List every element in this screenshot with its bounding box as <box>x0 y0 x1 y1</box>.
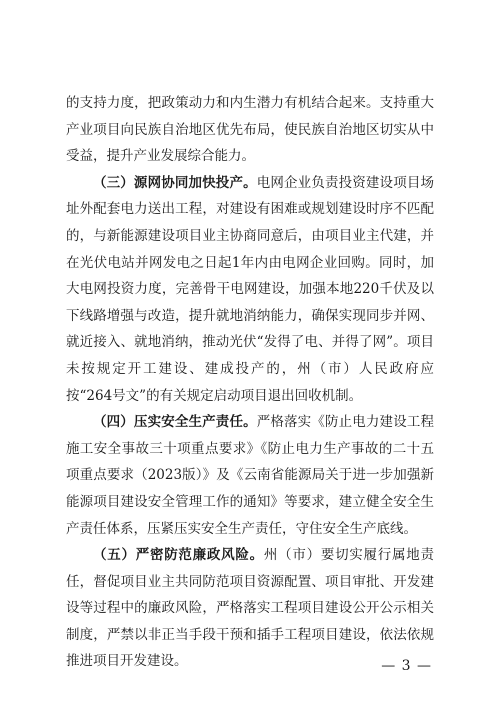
section-heading: （五）严密防范廉政风险。 <box>93 547 264 564</box>
page-number: — 3 — <box>381 658 432 674</box>
paragraph-text: 的支持力度，把政策动力和内生潜力有机结合起来。支持重大产业项目向民族自治地区优先布局，使民族自治地区切实从中受益，提升产业发展综合能力。 <box>66 95 434 165</box>
paragraph-safety <box>66 409 434 542</box>
paragraph-integrity <box>66 542 434 675</box>
paragraph-text: 严格落实《防止电力建设工程施工安全事故三十项重点要求》《防止电力生产事故的二十五项重点要求（2023版）》及《云南省能源局关于进一步加强新能源项目建设安全管理工作的通知》等要求，建立健全安全生产责任体系，压紧压实安全生产责任，守住安全生产底线。 <box>66 414 434 537</box>
section-heading: （三）源网协同加快投产。 <box>93 174 257 191</box>
section-heading: （四）压实安全生产责任。 <box>93 414 257 431</box>
paragraph-continuation <box>66 90 434 170</box>
paragraph-text: 州（市）要切实履行属地责任，督促项目业主共同防范项目资源配置、项目审批、开发建设等过程中的廉政风险，严格落实工程项目建设公开公示相关制度，严禁以非正当手段干预和插手工程项目建设，依法依规推进项目开发建设。 <box>66 547 435 670</box>
document-body <box>66 90 434 675</box>
paragraph-text: 电网企业负责投资建设项目场址外配套电力送出工程，对建设有困难或规划建设时序不匹配的，与新能源建设项目业主协商同意后，由项目业主代建，并在光伏电站并网发电之日起1年内由电网企业回购。同时，加大电网投资力度，完善骨干电网建设，加强本地220千伏及以下线路增强与改造，提升就地消纳能力，确保实现同步并网、就近接入、就地消纳，推动光伏“发得了电、并得了网”。项目未按规定开工建设、建成投产的，州（市）人民政府应按“264号文”的有关规定启动项目退出回收机制。 <box>66 174 434 404</box>
paragraph-grid-coordination <box>66 170 434 409</box>
